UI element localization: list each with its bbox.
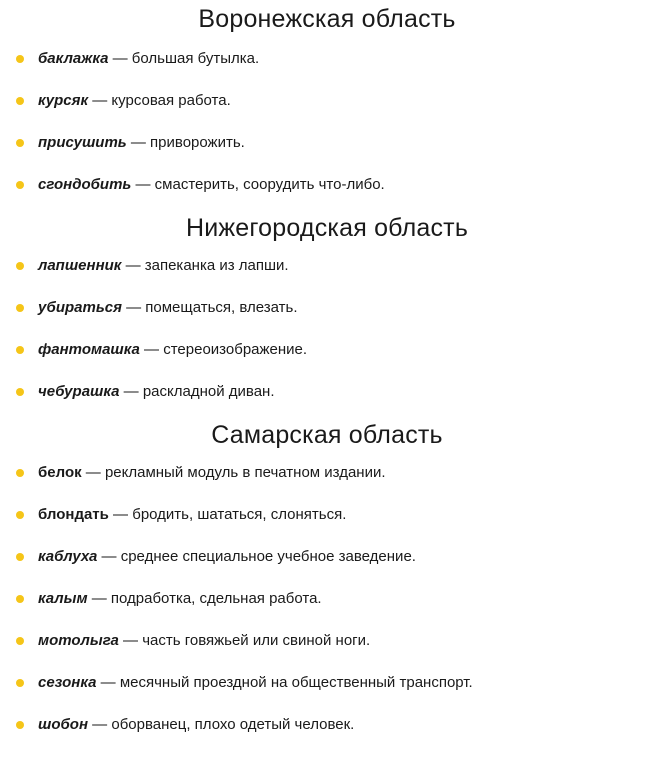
bullet-dot-icon: [16, 55, 24, 63]
list-item: [0, 287, 654, 329]
bullet-dot-icon: [16, 595, 24, 603]
section-voronezh: [0, 0, 654, 206]
term-definition: — подработка, сдельная работа.: [87, 590, 322, 607]
list-item: [0, 122, 654, 164]
bullet-dot-icon: [16, 679, 24, 687]
term-definition: — среднее специальное учебное заведение.: [97, 548, 416, 565]
bullet-dot-icon: [16, 637, 24, 645]
term-word: курсяк: [38, 92, 89, 109]
list-item: [0, 452, 654, 494]
term-definition: — рекламный модуль в печатном издании.: [81, 464, 386, 481]
term-definition: — месячный проездной на общественный транспорт.: [96, 674, 473, 691]
bullet-dot-icon: [16, 469, 24, 477]
bullet-dot-icon: [16, 346, 24, 354]
term-definition: — часть говяжьей или свиной ноги.: [118, 632, 371, 649]
term-definition: — помещаться, влезать.: [121, 299, 298, 316]
term-word: каблуха: [38, 548, 98, 565]
term-definition: — приворожить.: [126, 134, 245, 151]
term-definition: — большая бутылка.: [108, 50, 260, 67]
list-item: [0, 662, 654, 704]
term-word: сезонка: [38, 674, 97, 691]
list-item: [0, 620, 654, 662]
term-list: [0, 452, 654, 746]
term-word: мотолыга: [38, 632, 119, 649]
term-word: блондать: [38, 506, 109, 523]
list-item: [0, 536, 654, 578]
section-title: Самарская область: [211, 421, 443, 449]
term-definition: — стереоизображение.: [139, 341, 308, 358]
bullet-dot-icon: [16, 139, 24, 147]
term-word: чебурашка: [38, 383, 120, 400]
bullet-dot-icon: [16, 553, 24, 561]
term-list: [0, 38, 654, 206]
term-definition: — бродить, шататься, слоняться.: [108, 506, 347, 523]
term-definition: — запеканка из лапши.: [121, 257, 289, 274]
term-word: фантомашка: [38, 341, 140, 358]
term-word: сгондобить: [38, 176, 132, 193]
term-word: белок: [38, 464, 82, 481]
term-definition: — смастерить, соорудить что-либо.: [131, 176, 385, 193]
list-item: [0, 329, 654, 371]
list-item: [0, 80, 654, 122]
term-list: [0, 245, 654, 413]
bullet-dot-icon: [16, 511, 24, 519]
bullet-dot-icon: [16, 304, 24, 312]
term-definition: — раскладной диван.: [119, 383, 275, 400]
term-word: убираться: [38, 299, 122, 316]
list-item: [0, 245, 654, 287]
list-item: [0, 38, 654, 80]
term-definition: — курсовая работа.: [88, 92, 231, 109]
term-word: калым: [38, 590, 88, 607]
term-word: шобон: [38, 716, 89, 733]
bullet-dot-icon: [16, 181, 24, 189]
list-item: [0, 494, 654, 536]
list-item: [0, 164, 654, 206]
term-word: присушить: [38, 134, 127, 151]
bullet-dot-icon: [16, 97, 24, 105]
bullet-dot-icon: [16, 388, 24, 396]
section-samara: [0, 413, 654, 746]
section-nizhny-novgorod: [0, 206, 654, 413]
bullet-dot-icon: [16, 262, 24, 270]
term-word: баклажка: [38, 50, 109, 67]
term-word: лапшенник: [38, 257, 122, 274]
list-item: [0, 578, 654, 620]
list-item: [0, 704, 654, 746]
section-title: Воронежская область: [198, 5, 456, 33]
list-item: [0, 371, 654, 413]
section-title: Нижегородская область: [185, 214, 469, 242]
term-definition: — оборванец, плохо одетый человек.: [88, 716, 355, 733]
bullet-dot-icon: [16, 721, 24, 729]
